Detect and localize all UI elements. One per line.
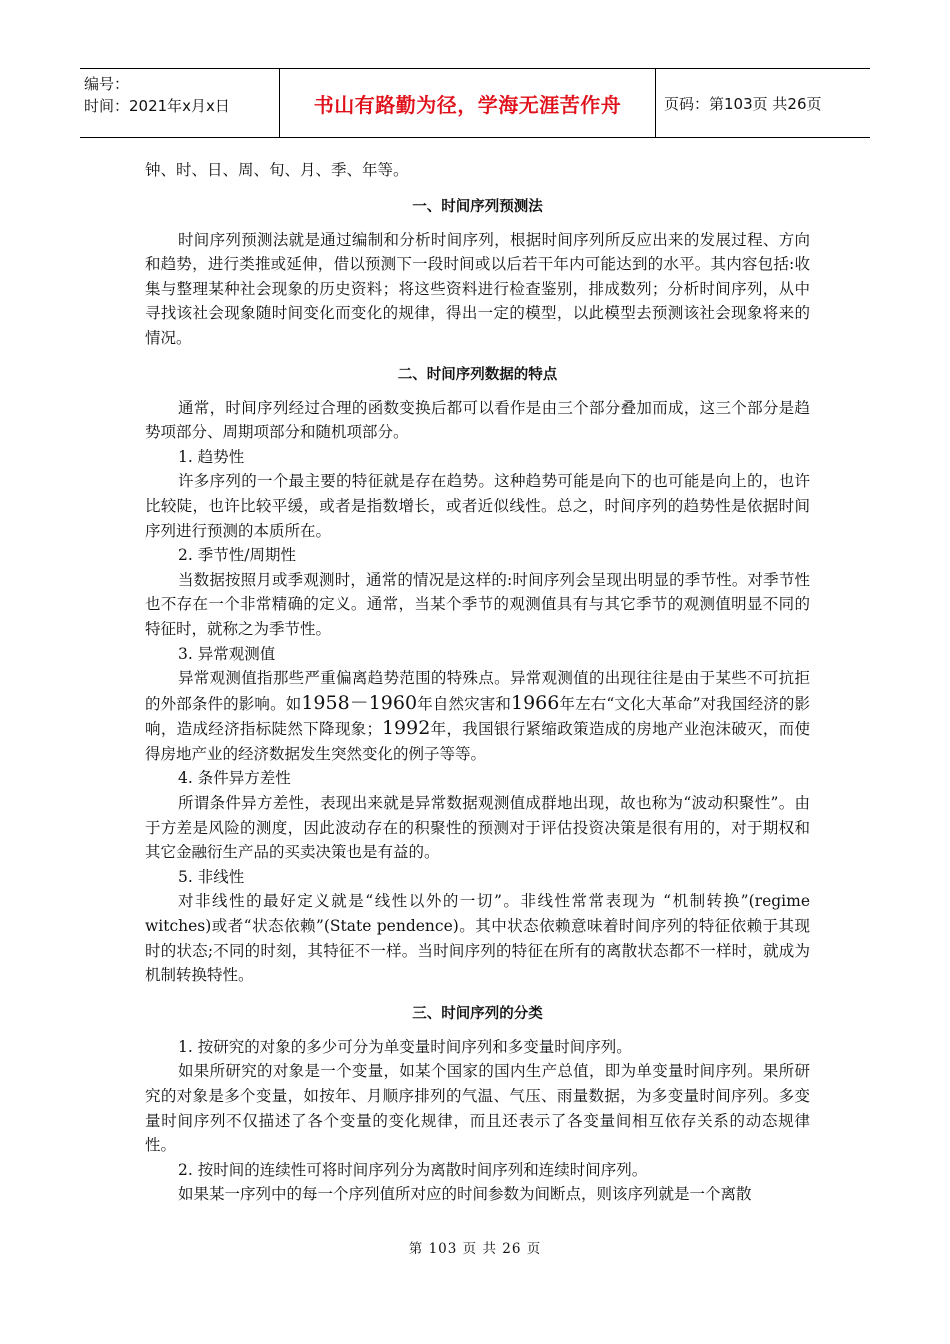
- classification-item-2: 2. 按时间的连续性可将时间序列分为离散时间序列和连续时间序列。: [178, 1160, 648, 1179]
- header-page-info: 页码：第103页 共26页: [664, 94, 822, 113]
- year-1992: 1992: [381, 717, 431, 740]
- paragraph-discrete: 如果某一序列中的每一个序列值所对应的时间参数为间断点，则该序列就是一个离散: [178, 1185, 752, 1204]
- paragraph-seasonality: 当数据按照月或季观测时，通常的情况是这样的:时间序列会呈现出明显的季节性。对季节性也不存在一个非常精确的定义。通常，当某个季节的观测值具有与其它季节的观测值明显不同的特征时，就称之为季节性。: [145, 570, 810, 638]
- classification-item-1: 1. 按研究的对象的多少可分为单变量时间序列和多变量时间序列。: [178, 1037, 632, 1056]
- year-1966: 1966: [511, 691, 560, 714]
- outliers-text-d: 年，我国银行紧缩政策造成的房地产业泡沫破灭，而使得房地产业的经济数据发生突然变化的例子等等。: [145, 720, 810, 763]
- section-heading-1: 一、时间序列预测法: [412, 198, 543, 215]
- subheading-outliers: 3. 异常观测值: [178, 644, 276, 663]
- document-header: [80, 68, 870, 138]
- document-body: [145, 158, 810, 1207]
- paragraph-components: 通常，时间序列经过合理的函数变换后都可以看作是由三个部分叠加而成，这三个部分是趋势项部分、周期项部分和随机项部分。: [145, 398, 810, 442]
- outliers-text-c: 年左右“文化大革命”对我国经济的影响，造成经济指标陡然下降现象；: [145, 694, 810, 739]
- paragraph-heteroscedasticity: 所谓条件异方差性，表现出来就是异常数据观测值成群地出现，故也称为“波动积聚性”。由于方差是风险的测度，因此波动存在的积聚性的预测对于评估投资决策是很有用的，对于期权和其它金融衍生产品的买卖决策也是有益的。: [145, 794, 810, 862]
- paragraph-forecast-method: 时间序列预测法就是通过编制和分析时间序列，根据时间序列所反应出来的发展过程、方向和趋势，进行类推或延伸，借以预测下一段时间或以后若干年内可能达到的水平。其内容包括:收集与整理某种社会现象的历史资料；将这些资料进行检查鉴别，排成数列；分析时间序列，从中寻找该社会现象随时间变化而变化的规律，得出一定的模型，以此模型去预测该社会现象将来的情况。: [145, 230, 810, 347]
- section-heading-3: 三、时间序列的分类: [412, 1005, 543, 1022]
- subheading-heteroscedasticity: 4. 条件异方差性: [178, 769, 291, 788]
- outliers-text-a: 异常观测值指那些严重偏离趋势范围的特殊点。异常观测值的出现往往是由于某些不可抗拒的外部条件的影响。如: [145, 669, 810, 713]
- outliers-text-b: 年自然灾害和: [417, 694, 511, 713]
- paragraph-intro: 钟、时、日、周、旬、月、季、年等。: [145, 161, 409, 179]
- date-label: 时间：2021年x月x日: [84, 97, 230, 115]
- paragraph-outliers: [145, 666, 810, 766]
- subheading-trend: 1. 趋势性: [178, 447, 245, 466]
- page-footer: 第 103 页 共 26 页: [408, 1241, 542, 1257]
- code-label: 编号：: [84, 75, 130, 93]
- paragraph-univariate: 如果所研究的对象是一个变量，如某个国家的国内生产总值，即为单变量时间序列。果所研究的对象是多个变量，如按年、月顺序排列的气温、气压、雨量数据，为多变量时间序列。多变量时间序列不仅描述了各个变量的变化规律，而且还表示了各变量间相互依存关系的动态规律性。: [145, 1062, 810, 1155]
- paragraph-trend: 许多序列的一个最主要的特征就是存在趋势。这种趋势可能是向下的也可能是向上的，也许比较陡，也许比较平缓，或者是指数增长，或者近似线性。总之，时间序列的趋势性是依据时间序列进行预测的本质所在。: [145, 472, 810, 540]
- header-motto: 书山有路勤为径，学海无涯苦作舟: [280, 69, 656, 137]
- year-range: 1958－1960: [301, 691, 418, 714]
- section-heading-2: 二、时间序列数据的特点: [397, 366, 558, 383]
- subheading-nonlinearity: 5. 非线性: [178, 867, 245, 886]
- subheading-seasonality: 2. 季节性/周期性: [178, 546, 296, 565]
- header-meta: [80, 69, 280, 137]
- paragraph-nonlinearity: 对非线性的最好定义就是“线性以外的一切”。非线性常常表现为 “机制转换”(regime witches)或者“状态依赖”(State pendence)。其中状态依赖意味着时间序列的特征依赖于其现时的状态;不同的时刻，其特征不一样。当时间序列的特征在所有的离散状态都不一样时，就成为机制转换特性。: [145, 892, 810, 985]
